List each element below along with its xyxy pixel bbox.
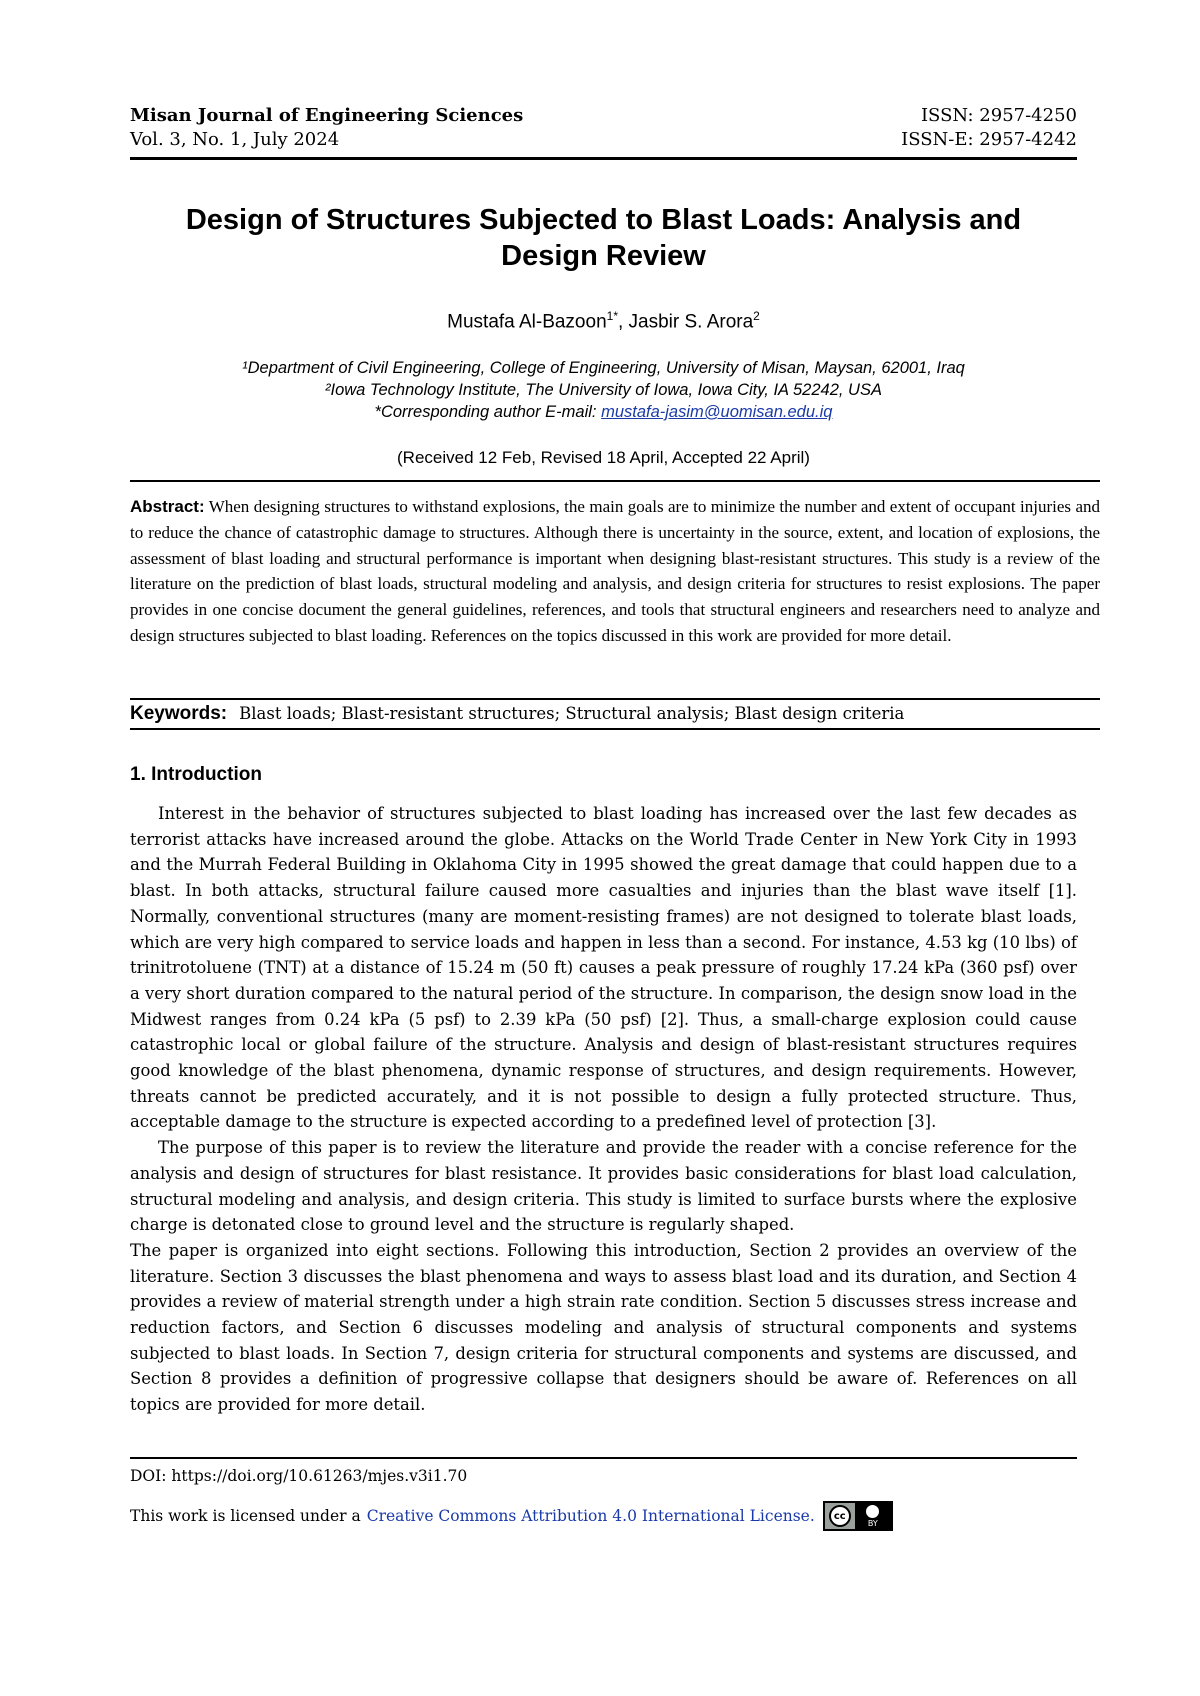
keywords [130, 702, 1100, 726]
corresponding-author [130, 401, 1077, 423]
journal-header [130, 104, 1077, 152]
affiliation-2: ²Iowa Technology Institute, The University of Iowa, Iowa City, IA 52242, USA [325, 381, 882, 399]
paragraph: The paper is organized into eight sections. Following this introduction, Section 2 provides an overview of the literature. Section 3 discusses the blast phenomena and ways to assess blast load and its duration, and Section 4 provides a review of material strength under a high strain rate condition. Section 5 discusses stress increase and reduction factors, and Section 6 discusses modeling and analysis of structural components and systems subjected to blast loads. In Section 7, design criteria for structural components and systems are discussed, and Section 8 provides a definition of progressive collapse that designers should be aware of. References on all topics are provided for more detail. [130, 1240, 1077, 1415]
abstract-text: When designing structures to withstand explosions, the main goals are to minimize the number and extent of occupant injuries and to reduce the chance of catastrophic damage to structures. Although there is uncertainty in the source, extent, and location of explosions, the assessment of blast loading and structural performance is important when designing blast-resistant structures. This study is a review of the literature on the prediction of blast loads, structural modeling and analysis, and design criteria for structures to resist explosions. The paper provides in one concise document the general guidelines, references, and tools that structural engineers and researchers need to analyze and design structures subjected to blast loading. References on the topics discussed in this work are provided for more detail. [130, 497, 1100, 645]
paper-title: Design of Structures Subjected to Blast Loads: Analysis and Design Review [185, 204, 1022, 272]
license-link[interactable]: Creative Commons Attribution 4.0 International License. [366, 1507, 815, 1525]
author-list [130, 309, 1077, 333]
person-icon [866, 1505, 879, 1518]
paragraph: Interest in the behavior of structures subjected to blast loading has increased over the last few decades as terrorist attacks have increased around the globe. Attacks on the World Trade Center in New York City in 1993 and the Murrah Federal Building in Oklahoma City in 1995 showed the great damage that could happen due to a blast. In both attacks, structural failure caused more casualties and injuries than the blast wave itself [1]. Normally, conventional structures (many are moment-resisting frames) are not designed to tolerate blast loads, which are very high compared to service loads and happen in less than a second. For instance, 4.53 kg (10 lbs) of trinitrotoluene (TNT) at a distance of 15.24 m (50 ft) causes a peak pressure of roughly 17.24 kPa (360 psf) over a very short duration compared to the natural period of the structure. In comparison, the design snow load in the Midwest ranges from 0.24 kPa (5 psf) to 2.39 kPa (50 psf) [2]. Thus, a small-charge explosion could cause catastrophic local or global failure of the structure. Analysis and design of blast-resistant structures requires good knowledge of the blast phenomena, dynamic response of structures, and design requirements. However, threats cannot be predicted accurately, and it is not possible to design a fully protected structure. Thus, acceptable damage to the structure is expected according to a predefined level of protection [3]. [130, 804, 1077, 1132]
author-affil-marker: 2 [753, 309, 760, 323]
cc-by-badge-icon[interactable] [823, 1501, 893, 1531]
issn: ISSN: 2957-4250 [920, 105, 1077, 126]
corresponding-label: *Corresponding author E-mail: [374, 403, 602, 421]
section-body [130, 801, 1077, 1418]
paragraph: The purpose of this paper is to review the literature and provide the reader with a concise reference for the analysis and design of structures for blast resistance. It provides basic considerations for blast load calculation, structural modeling and analysis, and design criteria. This study is limited to surface bursts where the explosive charge is detonated close to ground level and the structure is regularly shaped. [130, 1138, 1077, 1235]
volume-info: Vol. 3, No. 1, July 2024 [130, 129, 340, 150]
author-separator: , [617, 311, 629, 333]
license-text: This work is licensed under a [130, 1507, 361, 1525]
doi-line: DOI: https://doi.org/10.61263/mjes.v3i1.70 [130, 1467, 468, 1485]
footer-divider [130, 1457, 1077, 1459]
section-heading: 1. Introduction [130, 764, 262, 785]
keywords-text: Blast loads; Blast-resistant structures; Structural analysis; Blast design criteria [239, 704, 905, 723]
issn-e: ISSN-E: 2957-4242 [901, 129, 1077, 150]
header-divider [130, 157, 1077, 160]
cc-icon: cc [829, 1505, 851, 1527]
abstract-label: Abstract: [130, 497, 205, 516]
author-name: Jasbir S. Arora [628, 311, 754, 333]
affiliations [130, 357, 1077, 423]
author-email-link[interactable]: mustafa-jasim@uomisan.edu.iq [601, 403, 833, 421]
received-dates: (Received 12 Feb, Revised 18 April, Accepted 22 April) [397, 448, 810, 467]
journal-name: Misan Journal of Engineering Sciences [130, 105, 524, 126]
keywords-label: Keywords: [130, 703, 228, 724]
by-label: BY [867, 1518, 878, 1528]
abstract-divider [130, 480, 1100, 482]
keywords-divider-bottom [130, 728, 1100, 730]
affiliation-1: ¹Department of Civil Engineering, College of Engineering, University of Misan, Maysan, 62001, Iraq [242, 359, 965, 377]
license-line [130, 1501, 893, 1531]
abstract [130, 494, 1100, 649]
author-name: Mustafa Al-Bazoon [447, 311, 607, 333]
keywords-divider-top [130, 698, 1100, 700]
author-affil-marker: 1* [606, 309, 618, 323]
